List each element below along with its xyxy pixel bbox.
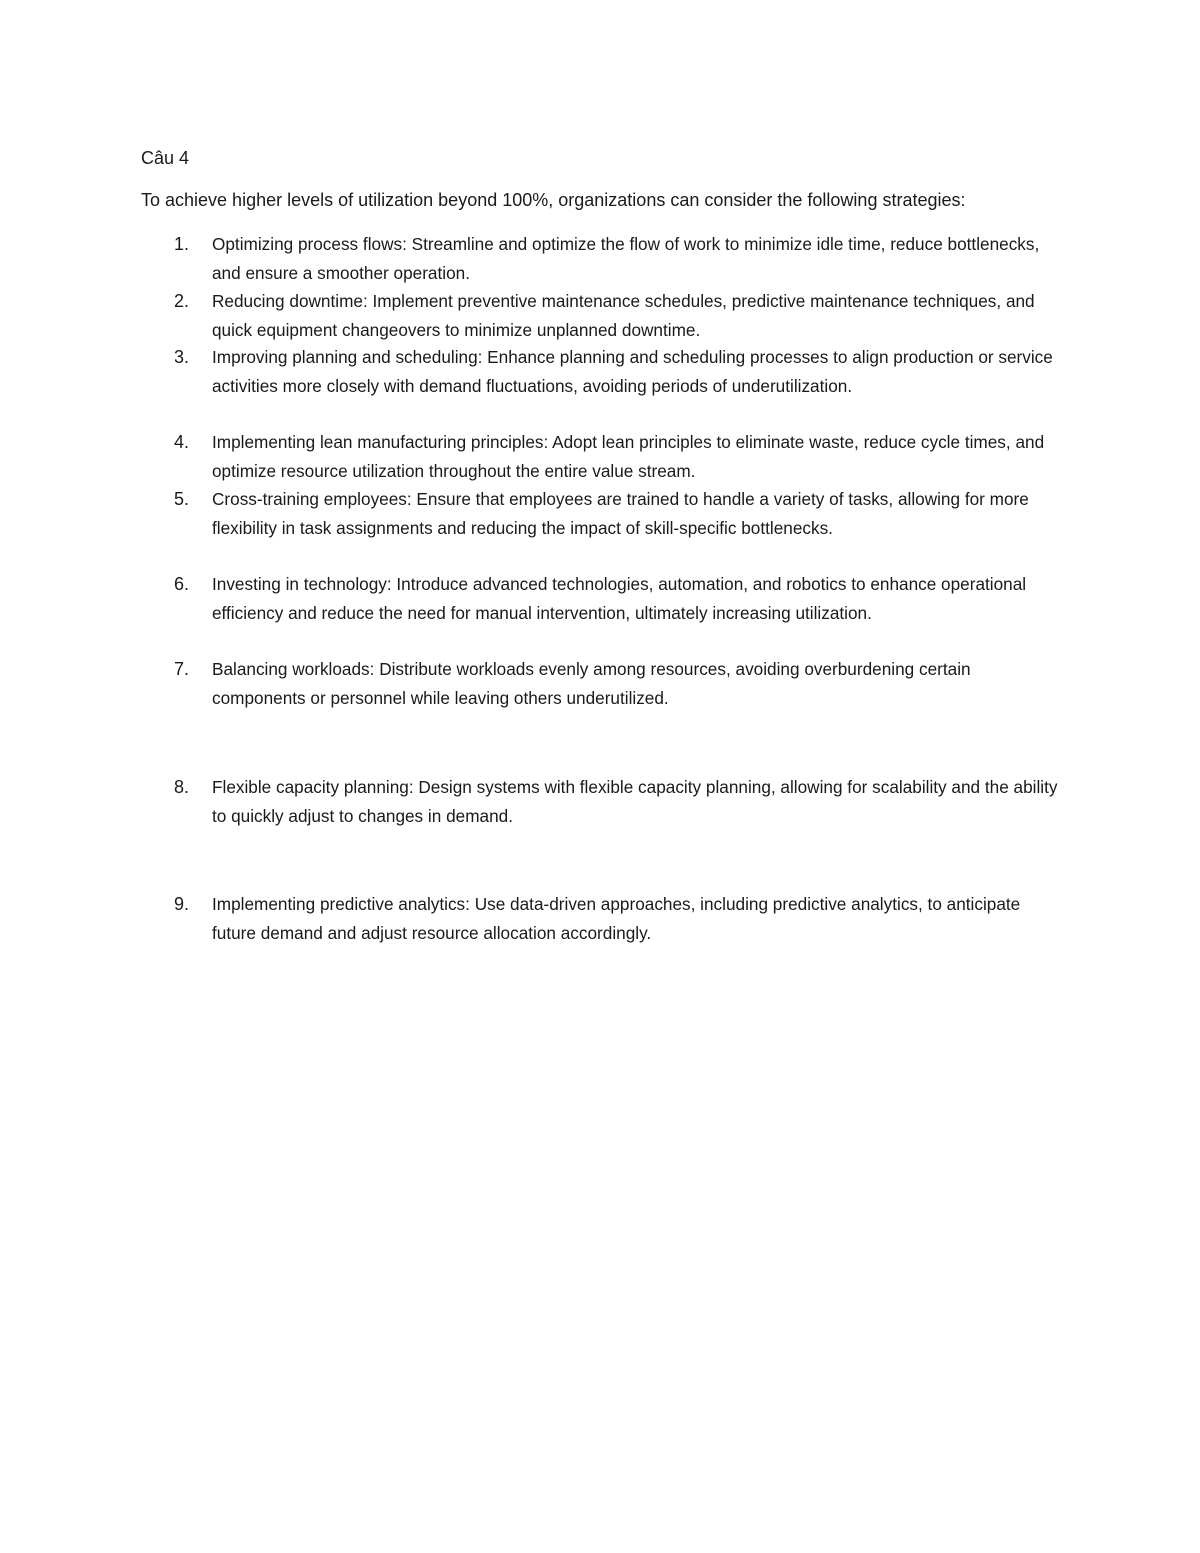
list-item-number: 4.	[174, 432, 190, 452]
list-item-text: Implementing lean manufacturing principles: Adopt lean principles to eliminate waste, reduce cycle times, and optimize resource utilization throughout the entire value stream.	[212, 432, 1045, 481]
list-item-number: 5.	[174, 489, 190, 509]
list-item-text: Implementing predictive analytics: Use data-driven approaches, including predictive analytics, to anticipate future demand and adjust resource allocation accordingly.	[212, 894, 1021, 943]
list-item-number: 7.	[174, 659, 190, 679]
list-item-text: Improving planning and scheduling: Enhance planning and scheduling processes to align production or service activities more closely with demand fluctuations, avoiding periods of underutilization.	[212, 347, 1053, 396]
list-item-text: Balancing workloads: Distribute workloads evenly among resources, avoiding overburdening certain components or personnel while leaving others underutilized.	[212, 659, 971, 708]
list-item-text: Optimizing process flows: Streamline and optimize the flow of work to minimize idle time, reduce bottlenecks, and ensure a smoother operation.	[212, 234, 1040, 283]
page-title: Câu 4	[141, 148, 190, 168]
list-item-text: Cross-training employees: Ensure that employees are trained to handle a variety of tasks, allowing for more flexibility in task assignments and reducing the impact of skill-specific bottlenecks.	[212, 489, 1029, 538]
list-item-text: Reducing downtime: Implement preventive maintenance schedules, predictive maintenance techniques, and quick equipment changeovers to minimize unplanned downtime.	[212, 291, 1035, 340]
list-item-number: 6.	[174, 574, 190, 594]
list-item-text: Flexible capacity planning: Design systems with flexible capacity planning, allowing for scalability and the ability to quickly adjust to changes in demand.	[212, 777, 1058, 826]
list-item-number: 2.	[174, 291, 190, 311]
list-item-number: 9.	[174, 894, 190, 914]
list-item-number: 8.	[174, 777, 190, 797]
list-item-number: 1.	[174, 234, 190, 254]
list-item-text: Investing in technology: Introduce advanced technologies, automation, and robotics to enhance operational efficiency and reduce the need for manual intervention, ultimately increasing utilization.	[212, 574, 1027, 623]
list-item-number: 3.	[174, 347, 190, 367]
intro-paragraph: To achieve higher levels of utilization beyond 100%, organizations can consider the following strategies:	[141, 190, 966, 210]
